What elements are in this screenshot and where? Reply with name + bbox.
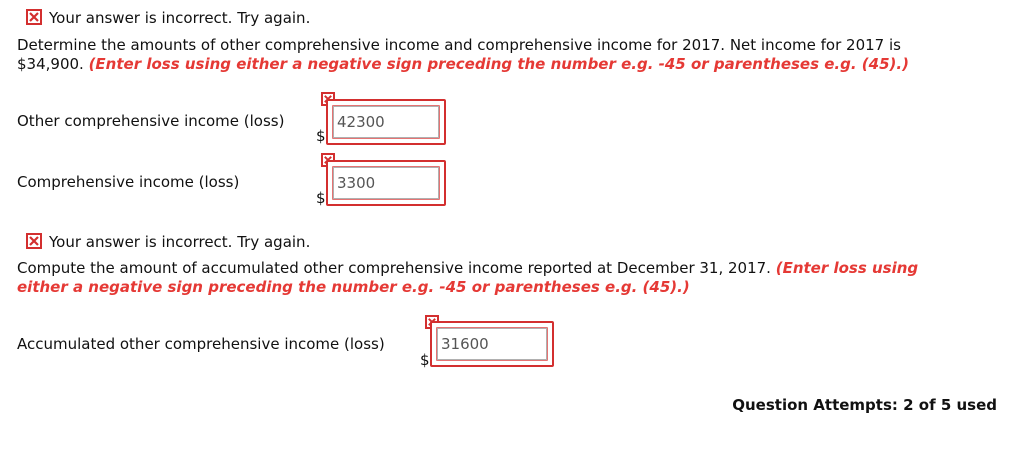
field-label-oci: Other comprehensive income (loss) [17,112,285,130]
question-plain: Compute the amount of accumulated other comprehensive income reported at December 31, 2017. [17,259,776,277]
field-label-aoci: Accumulated other comprehensive income (loss) [17,335,385,353]
entry-hint-cont: either a negative sign preceding the number e.g. -45 or parentheses e.g. (45).) [17,278,690,296]
net-income-text: $34,900. [17,55,89,73]
status-message: Your answer is incorrect. Try again. [49,9,311,27]
entry-hint: (Enter loss using either a negative sign preceding the number e.g. -45 or parentheses e.g. (45).) [88,55,909,73]
currency-symbol: $ [316,127,326,145]
question-text-cont [17,54,909,74]
aoci-input-wrapper [430,321,554,367]
currency-symbol: $ [316,189,326,207]
aoci-input[interactable] [437,328,547,360]
incorrect-x-icon [26,9,42,25]
field-label-ci: Comprehensive income (loss) [17,173,240,191]
oci-input[interactable] [333,106,439,138]
oci-input-wrapper [326,99,446,145]
question-text: Determine the amounts of other comprehensive income and comprehensive income for 2017. Net income for 2017 is [17,36,901,54]
ci-input[interactable] [333,167,439,199]
question-attempts: Question Attempts: 2 of 5 used [732,396,997,414]
ci-input-wrapper [326,160,446,206]
currency-symbol: $ [420,351,430,369]
status-message: Your answer is incorrect. Try again. [49,233,311,251]
question-text [17,258,918,278]
entry-hint: (Enter loss using [775,259,919,277]
incorrect-x-icon [26,233,42,249]
